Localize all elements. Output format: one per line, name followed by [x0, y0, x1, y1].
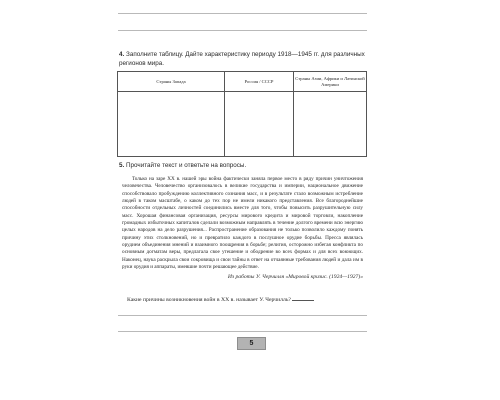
excerpt-text: Только на заре XX в. нашей эры война фактически заняла первое место в ряду причин уничтожения человечества. Человечество организовалось в великие государства и империи, национальное движение способствовало пробуждению коллективного сознания масс, и в результате стало возможным истребление людей в таком масштабе, о каком до тех пор не имели никакого представления. Все благороднейшие способности отдельных личностей соединились вместе для того, чтобы повысить разрушительную силу масс. Хорошая финансовая организация, ресурсы мирового кредита и мировой торговли, накопление громадных избыточных капиталов сделали возможным направлять в течение долгого времени всю энергию целых народов на дело разрушения... Распространение образования не только позволило каждому понять причину этих столкновений, но и превратило каждого в послушное орудие борьбы. Пресса являлась орудием объединения мнений и взаимного поощрения в борьбе; религия, осторожно избегая конфликта по основным догматам веры, предлагала свое утешение и ободрение во всех формах и для всех воюющих. Наконец, наука раскрыла свои сокровища и свои тайны в ответ на отчаянные требования людей и дала им в руки орудия и аппараты, имевшие почти решающее действие.: [122, 176, 363, 271]
task-instruction: Заполните таблицу. Дайте характеристику периоду 1918—1945 гг. для различных: [126, 51, 365, 58]
task-instruction-cont: регионов мира.: [119, 60, 164, 67]
source-excerpt: [122, 176, 363, 271]
table-cell-asia-africa-latam[interactable]: [294, 92, 367, 157]
question: [127, 295, 367, 304]
task-number: 5.: [119, 162, 125, 169]
table-header-west: Страны Запада: [118, 72, 225, 92]
source-attribution: Из работы У. Черчилля «Мировой кризис. (1924—1927)»: [227, 274, 363, 280]
characteristics-table: [117, 71, 367, 157]
table-header-row: [118, 72, 367, 92]
answer-line: [118, 30, 367, 31]
task-5-heading: [119, 161, 381, 170]
answer-line: [118, 331, 367, 332]
table-header-russia: Россия / СССР: [225, 72, 294, 92]
table-cell-west[interactable]: [118, 92, 225, 157]
question-text: Какие причины возникновения войн в ХХ в. называет У. Черчилль?: [127, 297, 291, 303]
task-instruction: Прочитайте текст и ответьте на вопросы.: [126, 162, 247, 169]
table-answer-row: [118, 92, 367, 157]
table-cell-russia[interactable]: [225, 92, 294, 157]
page-number: 5: [237, 337, 266, 350]
task-4-heading: [119, 50, 381, 68]
task-number: 4.: [119, 51, 125, 58]
answer-line: [118, 13, 367, 14]
table-header-asia-africa-latam: Страны Азии, Африки и Латинской Америки: [294, 72, 367, 92]
answer-line: [118, 315, 367, 316]
answer-blank[interactable]: [292, 295, 314, 301]
